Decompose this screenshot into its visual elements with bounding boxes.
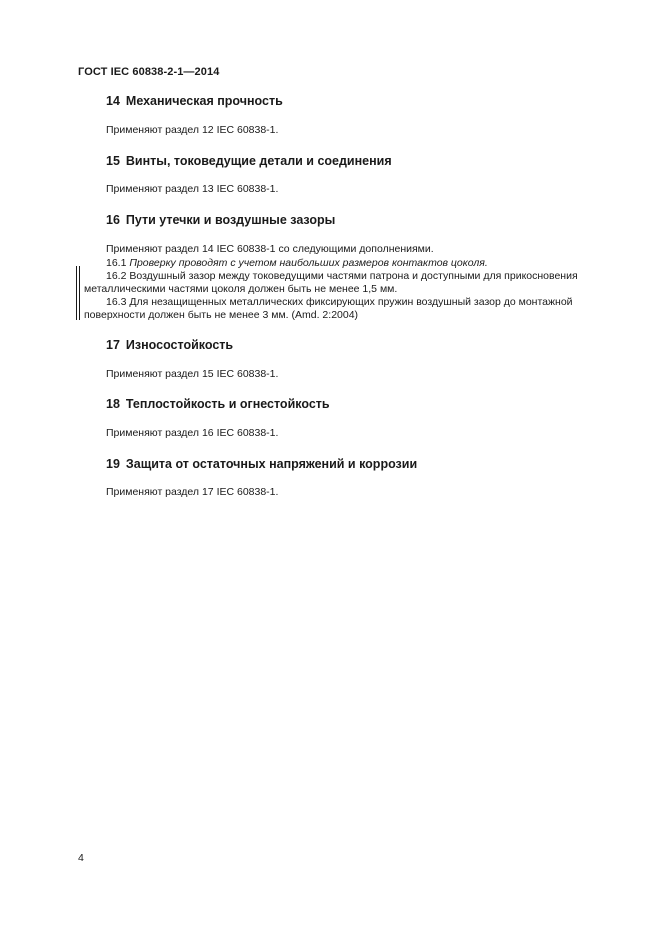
section-17-text: Применяют раздел 15 IEC 60838-1. xyxy=(106,368,279,380)
section-18-heading xyxy=(106,397,330,411)
section-16-text: Применяют раздел 14 IEC 60838-1 со следующими дополнениями. xyxy=(106,243,434,255)
section-18-text: Применяют раздел 16 IEC 60838-1. xyxy=(106,427,279,439)
subclause-number: 16.2 xyxy=(106,270,127,282)
page-number: 4 xyxy=(78,852,84,864)
change-bar-right xyxy=(79,266,80,320)
section-17-heading xyxy=(106,338,233,352)
subclause-16-3-line2: поверхности должен быть не менее 3 мм. (Amd. 2:2004) xyxy=(84,309,359,321)
subclause-text: Воздушный зазор между токоведущими частями патрона и доступными для прикосновения xyxy=(129,270,578,282)
section-title-text: Винты, токоведущие детали и соединения xyxy=(125,154,392,168)
section-14-heading xyxy=(106,94,283,108)
change-bar-left xyxy=(76,266,77,320)
subclause-number: 16.1 xyxy=(106,257,127,269)
subclause-text: Для незащищенных металлических фиксирующих пружин воздушный зазор до монтажной xyxy=(129,296,573,308)
section-title-text: Защита от остаточных напряжений и коррозии xyxy=(125,457,418,471)
section-19-heading xyxy=(106,457,417,471)
subclause-number: 16.3 xyxy=(106,296,127,308)
section-number: 16 xyxy=(106,213,120,227)
section-number: 14 xyxy=(106,94,120,108)
section-19-text: Применяют раздел 17 IEC 60838-1. xyxy=(106,486,279,498)
section-title-text: Теплостойкость и огнестойкость xyxy=(125,397,330,411)
document-code-header: ГОСТ IEC 60838-2-1—2014 xyxy=(78,66,220,78)
subclause-16-1 xyxy=(106,257,488,269)
subclause-16-3-line1 xyxy=(106,296,573,308)
section-14-text: Применяют раздел 12 IEC 60838-1. xyxy=(106,124,279,136)
subclause-16-2-line2: металлическими частями цоколя должен быть не менее 1,5 мм. xyxy=(84,283,398,295)
section-number: 18 xyxy=(106,397,120,411)
subclause-16-2-line1 xyxy=(106,270,578,282)
section-title-text: Износостойкость xyxy=(125,338,234,352)
section-16-heading xyxy=(106,213,335,227)
subclause-text: Проверку проводят с учетом наибольших размеров контактов цоколя. xyxy=(129,257,488,269)
section-15-heading xyxy=(106,154,392,168)
section-title-text: Пути утечки и воздушные зазоры xyxy=(125,213,336,227)
section-title-text: Механическая прочность xyxy=(125,94,283,108)
section-15-text: Применяют раздел 13 IEC 60838-1. xyxy=(106,183,279,195)
section-number: 15 xyxy=(106,154,120,168)
section-number: 19 xyxy=(106,457,120,471)
section-number: 17 xyxy=(106,338,120,352)
